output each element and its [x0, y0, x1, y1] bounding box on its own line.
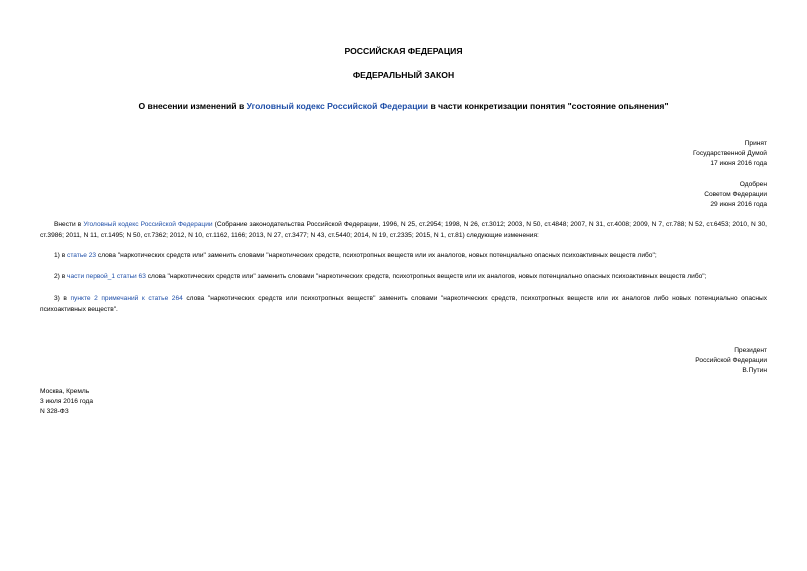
accepted-line1: Принят: [744, 140, 767, 147]
accepted-block: [693, 139, 767, 169]
accepted-line2: Государственной Думой: [693, 150, 767, 157]
item-3-link[interactable]: пункте 2 примечаний к статье 264: [70, 295, 183, 302]
place-line3: N 328-ФЗ: [40, 408, 69, 415]
law-title: [0, 101, 807, 111]
approved-line2: Советом Федерации: [704, 191, 767, 198]
place-line2: 3 июля 2016 года: [40, 398, 94, 405]
intro-prefix: Внести в: [54, 221, 84, 228]
intro-link[interactable]: Уголовный кодекс Российской Федерации: [83, 221, 213, 228]
item-3: [40, 294, 767, 315]
signature-line2: Российской Федерации: [695, 357, 767, 364]
header-law-type: ФЕДЕРАЛЬНЫЙ ЗАКОН: [352, 70, 455, 80]
item-2-num: 2) в: [54, 273, 68, 280]
approved-block: [704, 180, 767, 210]
item-1-num: 1) в: [54, 252, 68, 259]
approved-line1: Одобрен: [739, 181, 767, 188]
intro-paragraph: [40, 220, 767, 241]
law-title-link[interactable]: Уголовный кодекс Российской Федерации: [246, 101, 429, 111]
item-3-text: слова "наркотических средств или психотропных веществ" заменить словами "наркотических средств, психотропных веществ или их аналогов либо новых потенциально опасных психоактивных веществ".: [40, 295, 768, 313]
place-line1: Москва, Кремль: [40, 388, 90, 395]
item-1: [40, 251, 767, 262]
signature-line1: Президент: [734, 347, 767, 354]
place-date-block: [40, 387, 93, 417]
header-country: РОССИЙСКАЯ ФЕДЕРАЦИЯ: [344, 46, 463, 56]
accepted-line3: 17 июня 2016 года: [710, 160, 767, 167]
item-1-text: слова "наркотических средств или" заменить словами "наркотических средств, психотропных веществ или их аналогов, новых потенциально опасных психоактивных веществ либо";: [96, 252, 657, 259]
law-title-suffix: в части конкретизации понятия "состояние опьянения": [428, 101, 669, 111]
signature-line3: В.Путин: [742, 367, 767, 374]
item-1-link[interactable]: статье 23: [67, 252, 97, 259]
item-3-num: 3) в: [54, 295, 71, 302]
item-2: [40, 272, 767, 283]
signature-block: [695, 346, 767, 376]
approved-line3: 29 июня 2016 года: [710, 201, 767, 208]
intro-suffix: (Собрание законодательства Российской Федерации, 1996, N 25, ст.2954; 1998, N 26, ст.3012; 2003, N 50, ст.4848; 2007, N 31, ст.4008; 2009, N 7, ст.788; N 52, ст.6453; 2010, N 30, ст.3986; 2011, N 11, ст.1495; N 50, ст.7362; 2012, N 10, ст.1162, 1166; 2013, N 27, ст.3477; N 43, ст.5440; 2014, N 19, ст.2335; 2015, N 1, ст.81) следующие изменения:: [40, 221, 768, 239]
law-title-prefix: О внесении изменений в: [138, 101, 247, 111]
item-2-link[interactable]: части первой_1 статьи 63: [67, 273, 146, 280]
item-2-text: слова "наркотических средств или" заменить словами "наркотических средств, психотропных веществ или их аналогов, новых потенциально опасных психоактивных веществ либо";: [145, 273, 707, 280]
